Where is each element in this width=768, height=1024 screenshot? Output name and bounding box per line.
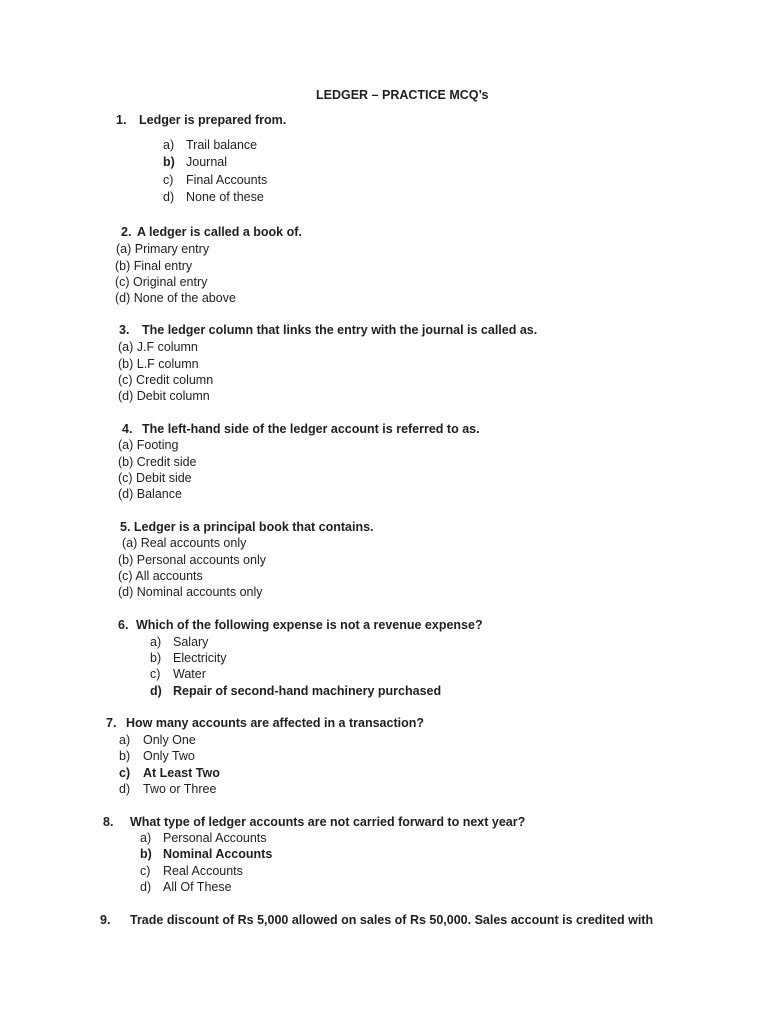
q4-option-d: (d) Balance <box>118 487 182 501</box>
q7-option-d-label: d) <box>119 782 131 796</box>
question-9-number: 9. <box>100 913 111 927</box>
question-2-number: 2. <box>121 225 132 239</box>
q7-option-d-text: Two or Three <box>143 782 217 796</box>
question-1-number: 1. <box>116 113 127 127</box>
q2-option-c: (c) Original entry <box>115 275 208 289</box>
q8-option-a-label: a) <box>140 831 152 845</box>
question-5-text: 5. Ledger is a principal book that contains. <box>120 520 374 534</box>
q1-option-b-text: Journal <box>186 155 227 169</box>
page-title: LEDGER – PRACTICE MCQ’s <box>316 88 489 102</box>
q8-option-b-text: Nominal Accounts <box>163 847 273 861</box>
question-7-text: How many accounts are affected in a transaction? <box>126 716 424 730</box>
q2-option-b: (b) Final entry <box>115 259 193 273</box>
q1-option-a-label: a) <box>163 138 175 152</box>
q7-option-a-text: Only One <box>143 733 196 747</box>
q6-option-b-label: b) <box>150 651 162 665</box>
q3-option-a: (a) J.F column <box>118 340 198 354</box>
q7-option-c-label: c) <box>119 766 131 780</box>
question-4-number: 4. <box>122 422 133 436</box>
q5-option-b: (b) Personal accounts only <box>118 553 266 567</box>
q3-option-c: (c) Credit column <box>118 373 214 387</box>
question-3-number: 3. <box>119 323 130 337</box>
question-2-text: A ledger is called a book of. <box>137 225 302 239</box>
q4-option-b: (b) Credit side <box>118 455 197 469</box>
q7-option-b-label: b) <box>119 749 131 763</box>
question-1-text: Ledger is prepared from. <box>139 113 287 127</box>
q2-option-a: (a) Primary entry <box>116 242 210 256</box>
q5-option-c: (c) All accounts <box>118 569 203 583</box>
q1-option-a-text: Trail balance <box>186 138 258 152</box>
q8-option-c-text: Real Accounts <box>163 864 243 878</box>
q6-option-d-text: Repair of second-hand machinery purchased <box>173 684 442 698</box>
q6-option-b-text: Electricity <box>173 651 227 665</box>
question-3-text: The ledger column that links the entry with the journal is called as. <box>142 323 538 337</box>
question-7-number: 7. <box>106 716 117 730</box>
q3-option-d: (d) Debit column <box>118 389 210 403</box>
q1-option-b-label: b) <box>163 155 175 169</box>
q7-option-c-text: At Least Two <box>143 766 220 780</box>
q8-option-c-label: c) <box>140 864 151 878</box>
q6-option-a-text: Salary <box>173 635 209 649</box>
q5-option-a: (a) Real accounts only <box>122 536 247 550</box>
q1-option-c-text: Final Accounts <box>186 173 268 187</box>
q7-option-b-text: Only Two <box>143 749 195 763</box>
q1-option-c-label: c) <box>163 173 174 187</box>
q6-option-d-label: d) <box>150 684 162 698</box>
q8-option-a-text: Personal Accounts <box>163 831 267 845</box>
q6-option-c-label: c) <box>150 667 161 681</box>
q6-option-c-text: Water <box>173 667 206 681</box>
question-6-text: Which of the following expense is not a revenue expense? <box>136 618 483 632</box>
q6-option-a-label: a) <box>150 635 162 649</box>
q7-option-a-label: a) <box>119 733 131 747</box>
q2-option-d: (d) None of the above <box>115 291 236 305</box>
q8-option-d-text: All Of These <box>163 880 232 894</box>
q3-option-b: (b) L.F column <box>118 357 199 371</box>
question-8-text: What type of ledger accounts are not carried forward to next year? <box>130 815 526 829</box>
q5-option-d: (d) Nominal accounts only <box>118 585 263 599</box>
q1-option-d-text: None of these <box>186 190 264 204</box>
q4-option-c: (c) Debit side <box>118 471 192 485</box>
q8-option-b-label: b) <box>140 847 152 861</box>
q8-option-d-label: d) <box>140 880 152 894</box>
question-6-number: 6. <box>118 618 129 632</box>
q4-option-a: (a) Footing <box>118 438 179 452</box>
q1-option-d-label: d) <box>163 190 175 204</box>
question-4-text: The left-hand side of the ledger account is referred to as. <box>142 422 480 436</box>
question-9-text: Trade discount of Rs 5,000 allowed on sales of Rs 50,000. Sales account is credited with <box>130 913 654 927</box>
question-8-number: 8. <box>103 815 114 829</box>
